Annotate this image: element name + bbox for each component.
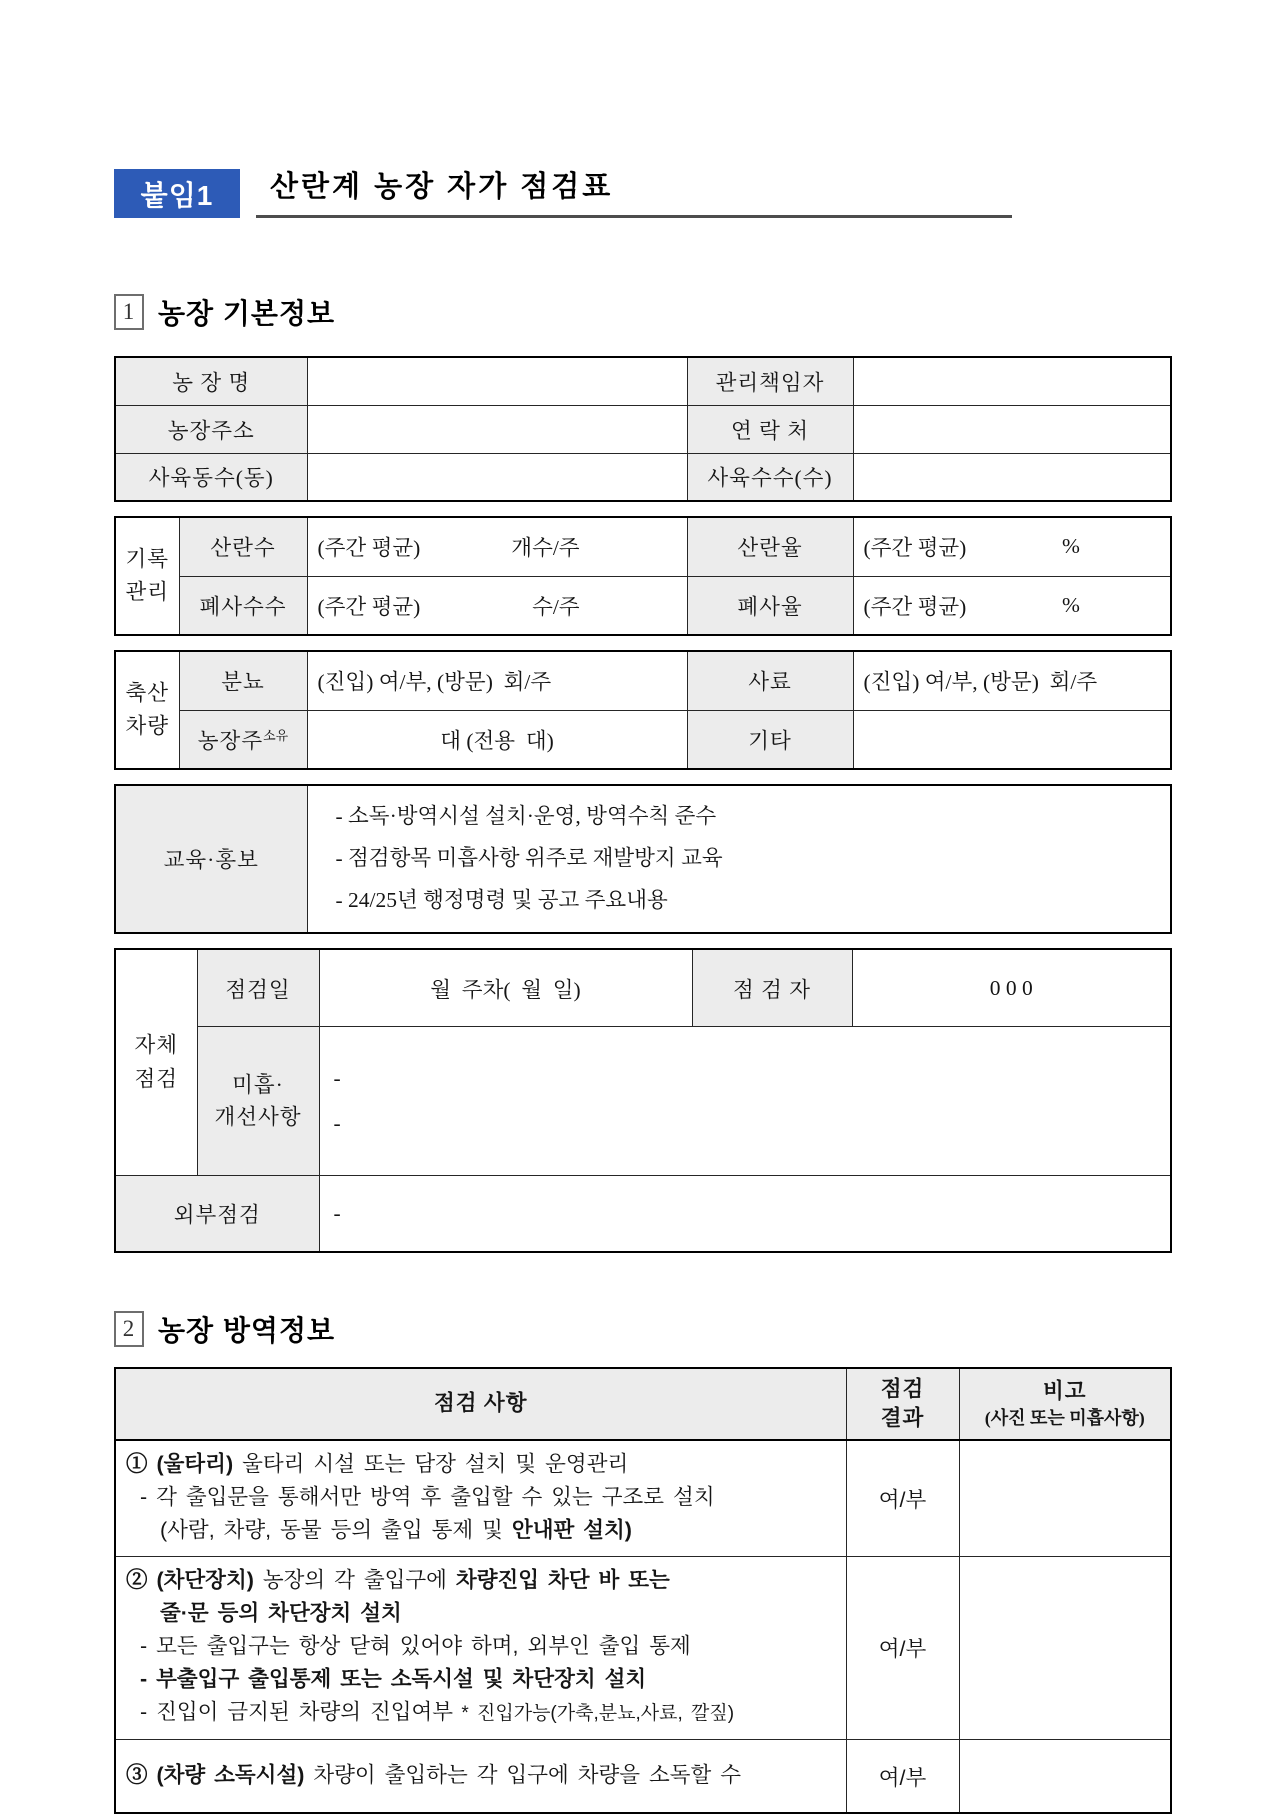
- external-check-label: 외부점검: [115, 1176, 319, 1252]
- inspection-row: [115, 1556, 1171, 1739]
- section2-number-box: 2: [114, 1311, 144, 1347]
- inspection-result-value: 여/부: [846, 1739, 959, 1813]
- owner-label-sup: 소유: [263, 727, 289, 743]
- record-group-line2: 관리: [125, 580, 170, 604]
- biosecurity-checklist-table: [114, 1367, 1172, 1815]
- table-row: [115, 576, 1171, 635]
- inspection-note-cell: [959, 1440, 1171, 1557]
- inspection-item-text: [115, 1556, 846, 1739]
- weekly-avg-label: (주간 평균): [863, 594, 967, 619]
- weekly-avg-label: (주간 평균): [317, 536, 421, 561]
- inspection-result-value: 여/부: [846, 1440, 959, 1557]
- percent-label: %: [1062, 534, 1080, 559]
- inspection-item-line: - 부출입구 출입통제 또는 소독시설 및 차단장치 설치: [140, 1666, 647, 1691]
- self-check-group-line1: 자체: [134, 1033, 179, 1058]
- table-row: [115, 405, 1171, 453]
- inspection-result-value: 여/부: [846, 1556, 959, 1739]
- note-header-line2: (사진 또는 미흡사항): [984, 1408, 1145, 1429]
- feed-label: 사료: [687, 651, 853, 710]
- death-rate-label: 폐사율: [687, 576, 853, 635]
- vehicle-group-label: [115, 651, 179, 769]
- education-line: - 점검항목 미흡사항 위주로 재발방지 교육: [335, 845, 723, 870]
- manure-value: (진입) 여/부, (방문) 회/주: [307, 651, 687, 710]
- inspection-row: [115, 1739, 1171, 1813]
- title-underline: [256, 164, 1012, 218]
- table-row: [115, 357, 1171, 405]
- document-header: [114, 0, 1170, 218]
- deficiency-label: [197, 1027, 319, 1176]
- checklist-result-header: [846, 1368, 959, 1440]
- death-count-label: 폐사수수: [179, 576, 307, 635]
- barn-count-label: 사육동수(동): [115, 453, 307, 501]
- check-date-label: 점검일: [197, 949, 319, 1027]
- egg-count-label: 산란수: [179, 517, 307, 576]
- feed-value: (진입) 여/부, (방문) 회/주: [853, 651, 1171, 710]
- section1-heading-label: 농장 기본정보: [158, 298, 336, 329]
- vehicle-group-line2: 차량: [125, 714, 170, 738]
- contact-value: [853, 405, 1171, 453]
- owner-vehicle-value: 대 (전용 대): [307, 710, 687, 769]
- inspection-item-line: - 진입이 금지된 차량의 진입여부 * 진입가능(가축,분뇨,사료, 깔짚): [140, 1699, 735, 1724]
- owner-label-text: 농장주: [197, 728, 264, 753]
- inspector-value: 0 0 0: [852, 949, 1171, 1027]
- inspection-note-cell: [959, 1739, 1171, 1813]
- education-label: 교육·홍보: [115, 785, 307, 933]
- table-row: [115, 949, 1171, 1027]
- death-count-value: [307, 576, 687, 635]
- egg-rate-value: [853, 517, 1171, 576]
- document-page: [114, 0, 1170, 1814]
- section2-heading-label: 농장 방역정보: [158, 1314, 336, 1346]
- self-check-group-line2: 점검: [134, 1066, 179, 1091]
- inspector-label: 점 검 자: [692, 949, 852, 1027]
- farm-name-label: 농 장 명: [115, 357, 307, 405]
- checklist-item-header: 점검 사항: [115, 1368, 846, 1440]
- inspection-item-line: - 각 출입문을 통해서만 방역 후 출입할 수 있는 구조로 설치: [140, 1484, 715, 1509]
- manure-label: 분뇨: [179, 651, 307, 710]
- farm-address-value: [307, 405, 687, 453]
- education-table: [114, 784, 1172, 934]
- record-group-label: [115, 517, 179, 635]
- note-header-line1: 비고: [1042, 1379, 1087, 1404]
- etc-label: 기타: [687, 710, 853, 769]
- section1-heading: [114, 292, 1170, 332]
- weekly-avg-label: (주간 평균): [317, 594, 421, 619]
- weekly-avg-label: (주간 평균): [863, 536, 967, 561]
- deficiency-content: [319, 1027, 1171, 1176]
- page-title: 산란계 농장 자가 점검표: [270, 171, 614, 203]
- livestock-vehicle-table: [114, 650, 1172, 770]
- table-row: [115, 651, 1171, 710]
- vehicle-group-line1: 축산: [125, 680, 170, 705]
- manager-value: [853, 357, 1171, 405]
- death-rate-value: [853, 576, 1171, 635]
- record-group-line1: 기록: [125, 546, 170, 571]
- record-management-table: [114, 516, 1172, 636]
- farm-name-value: [307, 357, 687, 405]
- inspection-item-line: ③ (차량 소독시설) 차량이 출입하는 각 입구에 차량을 소독할 수: [126, 1762, 742, 1787]
- inspection-item-line: - 모든 출입구는 항상 닫혀 있어야 하며, 외부인 출입 통제: [140, 1633, 691, 1658]
- education-line: - 소독·방역시설 설치·운영, 방역수칙 준수: [335, 804, 717, 828]
- attachment-badge: 붙임1: [114, 169, 240, 218]
- section2-heading: [114, 1309, 1170, 1349]
- deficiency-label-line2: 개선사항: [214, 1105, 302, 1130]
- egg-count-value: [307, 517, 687, 576]
- manager-label: 관리책임자: [687, 357, 853, 405]
- inspection-item-text: [115, 1440, 846, 1557]
- checklist-note-header: [959, 1368, 1171, 1440]
- inspection-item-line: ② (차단장치) 농장의 각 출입구에 차량진입 차단 바 또는: [126, 1567, 670, 1592]
- table-row: [115, 710, 1171, 769]
- table-row: [115, 1176, 1171, 1252]
- percent-label: %: [1062, 592, 1080, 617]
- bird-count-value: [853, 453, 1171, 501]
- farm-basic-info-table: [114, 356, 1172, 502]
- egg-unit-label: 개수/주: [511, 536, 580, 561]
- section1-number-box: 1: [114, 294, 144, 330]
- table-row: [115, 785, 1171, 933]
- result-header-line2: 결과: [880, 1405, 925, 1430]
- deficiency-dash: -: [333, 1066, 341, 1091]
- checklist-header-row: [115, 1368, 1171, 1440]
- deficiency-label-line1: 미흡·: [232, 1073, 284, 1098]
- table-row: [115, 1027, 1171, 1176]
- inspection-item-line: ① (울타리) 울타리 시설 또는 담장 설치 및 운영관리: [126, 1451, 629, 1476]
- owner-vehicle-label: [179, 710, 307, 769]
- education-line: - 24/25년 행정명령 및 공고 주요내용: [335, 887, 668, 912]
- contact-label: 연 락 처: [687, 405, 853, 453]
- etc-value: [853, 710, 1171, 769]
- inspection-item-line: (사람, 차량, 동물 등의 출입 통제 및 안내판 설치): [160, 1517, 632, 1542]
- inspection-row: [115, 1440, 1171, 1557]
- external-check-value: -: [319, 1176, 1171, 1252]
- death-unit-label: 수/주: [532, 594, 580, 619]
- barn-count-value: [307, 453, 687, 501]
- inspection-item-line: 줄·문 등의 차단장치 설치: [160, 1600, 402, 1625]
- education-content: [307, 785, 1171, 933]
- table-row: [115, 517, 1171, 576]
- egg-rate-label: 산란율: [687, 517, 853, 576]
- self-check-group-label: [115, 949, 197, 1176]
- result-header-line1: 점검: [880, 1376, 925, 1401]
- self-inspection-table: [114, 948, 1172, 1253]
- check-date-value: 월 주차( 월 일): [319, 949, 692, 1027]
- bird-count-label: 사육수수(수): [687, 453, 853, 501]
- inspection-item-text: [115, 1739, 846, 1813]
- table-row: [115, 453, 1171, 501]
- farm-address-label: 농장주소: [115, 405, 307, 453]
- inspection-note-cell: [959, 1556, 1171, 1739]
- inspection-table-body: [115, 1440, 1171, 1814]
- deficiency-dash: -: [333, 1111, 341, 1136]
